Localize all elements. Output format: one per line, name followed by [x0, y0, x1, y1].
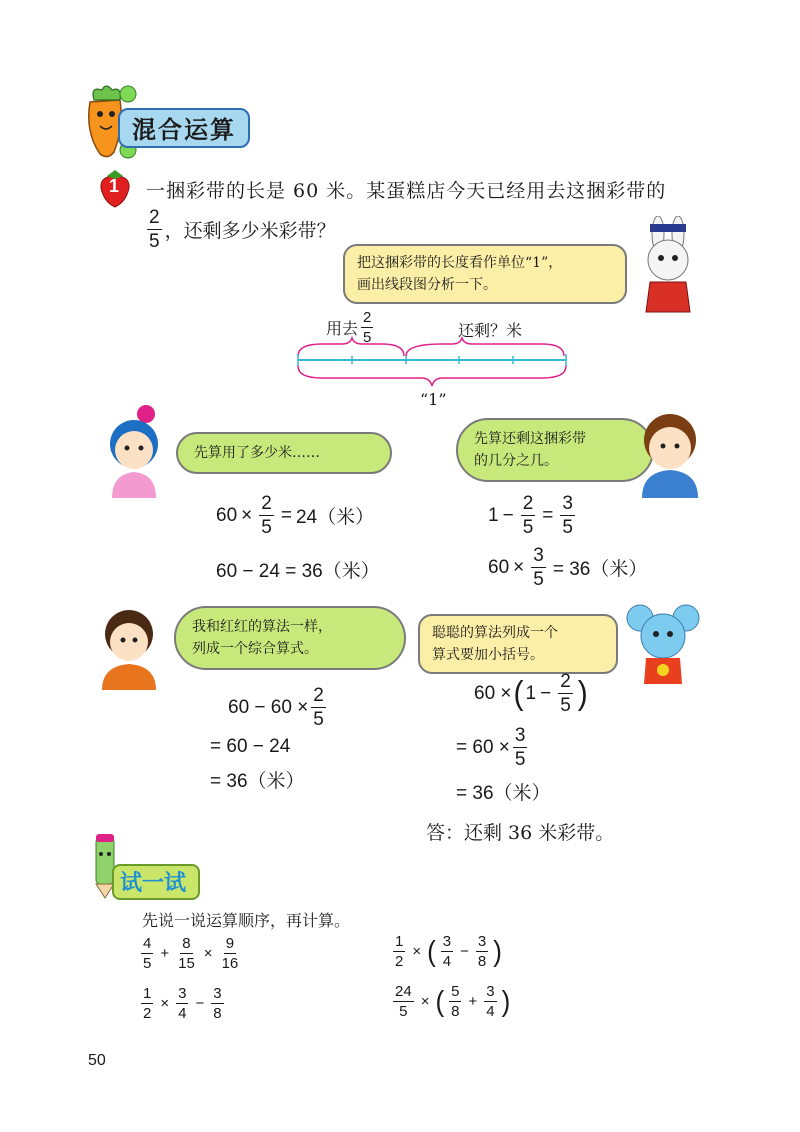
mouse-character-icon: [624, 600, 704, 696]
c2-expr: 60 ×: [474, 682, 512, 704]
problem-text-line1: 一捆彩带的长是 60 米。某蛋糕店今天已经用去这捆彩带的: [146, 180, 667, 202]
girl-character-icon: [98, 402, 168, 498]
try-title: 试一试: [120, 871, 187, 896]
combined1-step3: = 36（米）: [210, 771, 305, 792]
mouse-bubble-line2: 算式要加小括号。: [432, 647, 544, 663]
exercise-1: $\frac{4}{5}$ + $\frac{8}{15}$ × $\frac{9}{16}$: [143, 935, 239, 972]
m2-fraction3: $\frac{3}{5}$: [533, 545, 544, 590]
used-text: 用去: [326, 319, 359, 338]
m2-result: = 36（米）: [552, 559, 648, 580]
m2-fraction1: $\frac{2}{5}$: [522, 493, 534, 538]
method1-step2: 60 − 24 = 36（米）: [216, 561, 380, 582]
c1-fraction: $\frac{2}{5}$: [313, 685, 324, 730]
combined2-step2: [456, 726, 530, 769]
method1-step1: [216, 494, 374, 537]
m1-fraction: $\frac{2}{5}$: [261, 493, 272, 538]
method2-step1: [488, 494, 578, 537]
answer-text: 答：还剩 36 米彩带。: [426, 822, 615, 844]
c2-minus: −: [540, 682, 552, 704]
rabbit-hint-line2: 画出线段图分析一下。: [357, 277, 497, 293]
m1-times: ×: [241, 504, 253, 526]
c2-fraction: $\frac{2}{5}$: [560, 671, 571, 716]
left-paren: (: [513, 674, 524, 712]
boy2-bubble-line2: 列成一个综合算式。: [192, 641, 318, 657]
page-title: 混合运算: [132, 116, 236, 144]
c1-expr: 60 − 60 ×: [228, 696, 309, 718]
boy2-bubble-line1: 我和红红的算法一样，: [192, 619, 332, 635]
boy-character-icon: [632, 402, 708, 498]
exercise-3: $\frac{1}{2}$ × $\frac{3}{4}$ − $\frac{3}{8}$: [143, 985, 222, 1022]
section-header: [80, 82, 250, 162]
rabbit-teacher-icon: [628, 216, 708, 316]
m2-eq: =: [542, 504, 554, 526]
page-number: 50: [88, 1052, 106, 1069]
exercise-2: $\frac{1}{2}$ × ( $\frac{3}{4}$ − $\frac{3}{8}$ ): [395, 933, 502, 970]
remain-label: 还剩？米: [458, 321, 523, 340]
try-instruction: 先说一说运算顺序，再计算。: [142, 911, 351, 930]
combined2-step1: [474, 672, 590, 715]
c2-one: 1: [525, 682, 537, 704]
boy-speech-bubble: [456, 418, 654, 482]
c2-step2: = 60 ×: [456, 736, 510, 758]
exercise-4: $\frac{24}{5}$ × ( $\frac{5}{8}$ + $\frac{3}{4}$ ): [395, 983, 511, 1020]
right-paren: ): [577, 674, 588, 712]
combined1-step2: = 60 − 24: [210, 736, 291, 757]
m2-minus: −: [502, 504, 514, 526]
problem-number: 1: [109, 176, 120, 196]
mouse-bubble-line1: 聪聪的算法列成一个: [432, 625, 558, 641]
girl-speech-bubble: 先算用了多少米……: [176, 432, 392, 474]
method2-step2: [488, 546, 651, 589]
m1-eq: =: [280, 504, 292, 526]
mouse-speech-bubble: [418, 614, 618, 674]
m2-fraction2: $\frac{3}{5}$: [562, 493, 573, 538]
used-fraction: $\frac{2}{5}$: [363, 309, 372, 346]
m2-one: 1: [488, 504, 499, 526]
unit-label: “1”: [420, 390, 447, 409]
boy-bubble-line2: 的几分之几。: [474, 453, 558, 469]
m1-result: 24（米）: [295, 507, 375, 528]
boy2-speech-bubble: [174, 606, 406, 670]
c2-fraction2: $\frac{3}{5}$: [514, 725, 526, 770]
m2-times: ×: [513, 556, 525, 578]
boy-bubble-line1: 先算还剩这捆彩带: [474, 431, 586, 447]
boy2-character-icon: [96, 600, 162, 690]
m2-60: 60: [488, 556, 510, 578]
combined2-step3: = 36（米）: [456, 783, 551, 804]
rabbit-hint-line1: 把这捆彩带的长度看作单位“1”，: [357, 255, 563, 271]
m1-60: 60: [216, 504, 238, 526]
rabbit-speech-bubble: [343, 244, 627, 304]
problem-fraction: $\frac{2}{5}$: [149, 207, 160, 252]
combined1-step1: [228, 686, 329, 729]
problem-question: ，还剩多少米彩带？: [164, 220, 336, 242]
problem-text-line2: [144, 208, 336, 251]
line-segment-diagram: [292, 336, 582, 396]
